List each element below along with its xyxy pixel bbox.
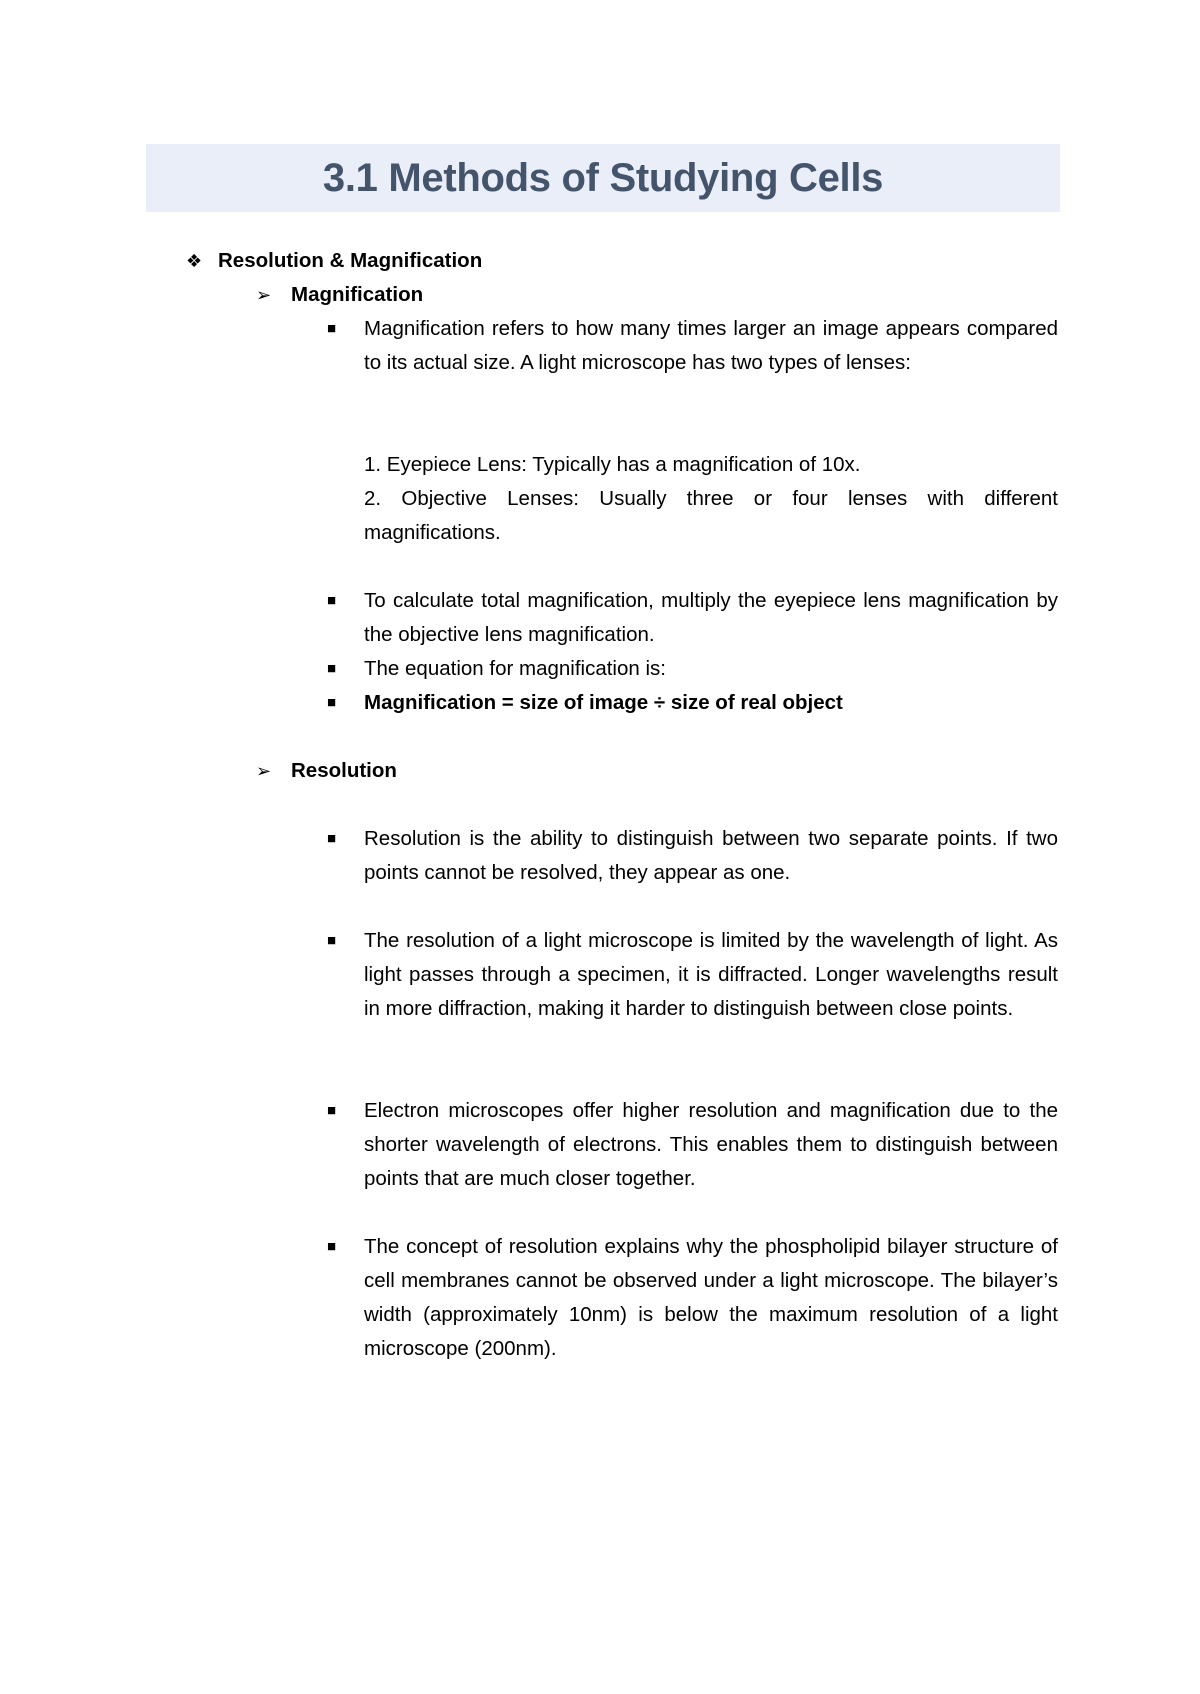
square-bullet-icon: ■ xyxy=(327,830,337,847)
resolution-heading: Resolution xyxy=(291,759,397,782)
electron-microscope-text: Electron microscopes offer higher resolution and magnification due to the shorter wavelength of electrons. This enables them to distinguish between points that are much closer together. xyxy=(364,1099,1058,1190)
title-banner xyxy=(146,144,1060,212)
page-title: 3.1 Methods of Studying Cells xyxy=(322,156,884,200)
square-bullet-icon: ■ xyxy=(327,932,337,949)
magnification-equation: Magnification = size of image ÷ size of real object xyxy=(364,691,843,714)
resolution-definition: Resolution is the ability to distinguish between two separate points. If two points cannot be resolved, they appear as one. xyxy=(364,827,1058,884)
square-bullet-icon: ■ xyxy=(327,320,337,337)
magnification-heading: Magnification xyxy=(291,283,424,306)
lens-item-objective: 2. Objective Lenses: Usually three or four lenses with different magnifications. xyxy=(364,487,1058,544)
lens-item-eyepiece: 1. Eyepiece Lens: Typically has a magnification of 10x. xyxy=(364,453,861,476)
square-bullet-icon: ■ xyxy=(327,694,337,711)
section-heading: Resolution & Magnification xyxy=(218,249,483,272)
arrow-bullet-icon: ➢ xyxy=(256,285,272,305)
square-bullet-icon: ■ xyxy=(327,660,337,677)
arrow-bullet-icon: ➢ xyxy=(256,761,272,781)
square-bullet-icon: ■ xyxy=(327,1238,337,1255)
square-bullet-icon: ■ xyxy=(327,592,337,609)
diamond-bullet-icon: ❖ xyxy=(186,251,203,271)
light-microscope-limit-text: The resolution of a light microscope is limited by the wavelength of light. As light passes through a specimen, it is diffracted. Longer wavelengths result in more diffraction, making it harder to distinguish between close points. xyxy=(364,929,1058,1020)
square-bullet-icon: ■ xyxy=(327,1102,337,1119)
total-magnification-text: To calculate total magnification, multiply the eyepiece lens magnification by the objective lens magnification. xyxy=(364,589,1058,646)
equation-intro-text: The equation for magnification is: xyxy=(364,657,666,680)
magnification-intro: Magnification refers to how many times larger an image appears compared to its actual size. A light microscope has two types of lenses: xyxy=(364,317,1058,374)
bilayer-resolution-text: The concept of resolution explains why the phospholipid bilayer structure of cell membranes cannot be observed under a light microscope. The bilayer’s width (approximately 10nm) is below the maximum resolution of a light microscope (200nm). xyxy=(364,1235,1058,1360)
